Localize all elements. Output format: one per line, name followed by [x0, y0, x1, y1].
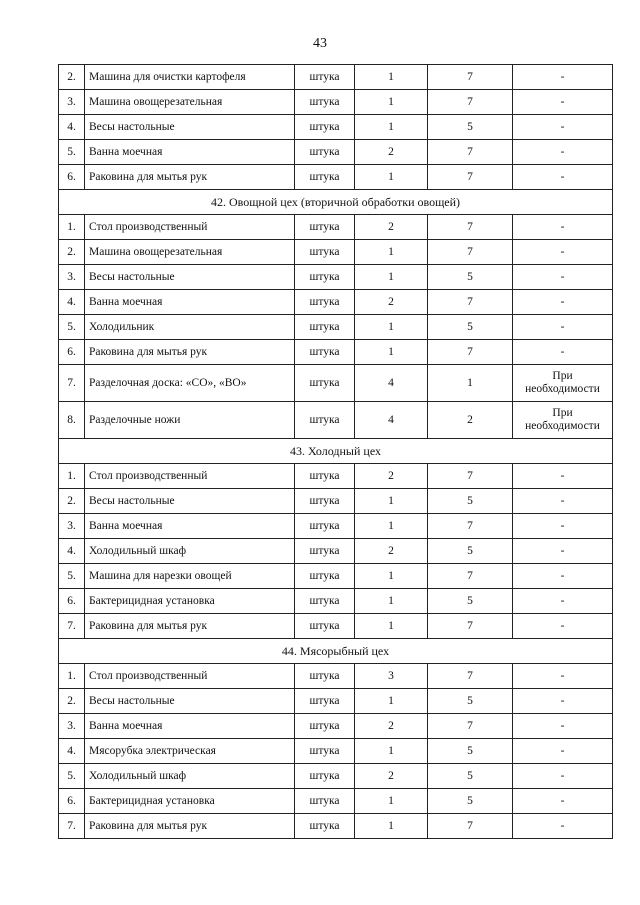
item-unit: штука: [295, 140, 355, 165]
item-note: -: [513, 664, 613, 689]
item-name: Холодильный шкаф: [85, 539, 295, 564]
item-unit: штука: [295, 340, 355, 365]
equipment-table: [58, 64, 613, 839]
item-service-life: 7: [428, 714, 513, 739]
item-service-life: 7: [428, 614, 513, 639]
section-header-row: [59, 639, 613, 664]
item-name: Мясорубка электрическая: [85, 739, 295, 764]
section-title: 42. Овощной цех (вторичной обработки овощей): [59, 190, 613, 215]
item-unit: штука: [295, 265, 355, 290]
item-name: Ванна моечная: [85, 290, 295, 315]
item-quantity: 3: [355, 664, 428, 689]
item-service-life: 2: [428, 402, 513, 439]
item-name: Холодильный шкаф: [85, 764, 295, 789]
row-number: 5.: [59, 140, 85, 165]
item-unit: штука: [295, 65, 355, 90]
table-row: [59, 90, 613, 115]
item-service-life: 7: [428, 464, 513, 489]
item-note: -: [513, 539, 613, 564]
item-name: Весы настольные: [85, 265, 295, 290]
item-note: -: [513, 789, 613, 814]
row-number: 5.: [59, 764, 85, 789]
row-number: 1.: [59, 464, 85, 489]
table-row: [59, 514, 613, 539]
table-row: [59, 65, 613, 90]
table-row: [59, 539, 613, 564]
item-quantity: 2: [355, 539, 428, 564]
table-row: [59, 165, 613, 190]
item-name: Ванна моечная: [85, 714, 295, 739]
item-service-life: 5: [428, 489, 513, 514]
item-service-life: 7: [428, 65, 513, 90]
row-number: 1.: [59, 215, 85, 240]
item-service-life: 7: [428, 814, 513, 839]
item-quantity: 1: [355, 340, 428, 365]
item-quantity: 2: [355, 764, 428, 789]
section-header-row: [59, 190, 613, 215]
item-note: -: [513, 140, 613, 165]
item-service-life: 7: [428, 140, 513, 165]
row-number: 4.: [59, 290, 85, 315]
item-service-life: 7: [428, 340, 513, 365]
item-quantity: 2: [355, 464, 428, 489]
item-service-life: 5: [428, 789, 513, 814]
table-row: [59, 614, 613, 639]
item-service-life: 5: [428, 589, 513, 614]
item-service-life: 7: [428, 664, 513, 689]
item-note: -: [513, 215, 613, 240]
table-row: [59, 365, 613, 402]
table-row: [59, 764, 613, 789]
item-quantity: 2: [355, 215, 428, 240]
table-row: [59, 564, 613, 589]
item-service-life: 5: [428, 739, 513, 764]
item-unit: штука: [295, 464, 355, 489]
row-number: 3.: [59, 514, 85, 539]
item-name: Стол производственный: [85, 215, 295, 240]
item-note: При необходимости: [513, 402, 613, 439]
section-title: 44. Мясорыбный цех: [59, 639, 613, 664]
item-quantity: 1: [355, 614, 428, 639]
item-note: -: [513, 290, 613, 315]
item-note: -: [513, 589, 613, 614]
row-number: 3.: [59, 265, 85, 290]
item-unit: штука: [295, 539, 355, 564]
section-header-row: [59, 439, 613, 464]
item-name: Бактерицидная установка: [85, 589, 295, 614]
item-name: Машина овощерезательная: [85, 240, 295, 265]
item-service-life: 7: [428, 90, 513, 115]
row-number: 6.: [59, 340, 85, 365]
item-unit: штука: [295, 215, 355, 240]
item-name: Весы настольные: [85, 689, 295, 714]
item-name: Машина для очистки картофеля: [85, 65, 295, 90]
item-note: -: [513, 90, 613, 115]
item-note: -: [513, 764, 613, 789]
item-note: -: [513, 739, 613, 764]
item-quantity: 1: [355, 265, 428, 290]
item-note: -: [513, 165, 613, 190]
row-number: 2.: [59, 689, 85, 714]
item-note: -: [513, 564, 613, 589]
item-quantity: 1: [355, 165, 428, 190]
table-row: [59, 789, 613, 814]
table-row: [59, 240, 613, 265]
section-title: 43. Холодный цех: [59, 439, 613, 464]
item-note: -: [513, 714, 613, 739]
item-unit: штука: [295, 664, 355, 689]
item-service-life: 7: [428, 564, 513, 589]
row-number: 7.: [59, 365, 85, 402]
item-name: Разделочная доска: «СО», «ВО»: [85, 365, 295, 402]
item-service-life: 7: [428, 514, 513, 539]
item-unit: штука: [295, 115, 355, 140]
item-name: Раковина для мытья рук: [85, 614, 295, 639]
table-row: [59, 340, 613, 365]
item-name: Весы настольные: [85, 489, 295, 514]
item-note: -: [513, 315, 613, 340]
item-note: -: [513, 340, 613, 365]
item-unit: штука: [295, 365, 355, 402]
row-number: 6.: [59, 165, 85, 190]
row-number: 3.: [59, 90, 85, 115]
item-name: Весы настольные: [85, 115, 295, 140]
item-note: -: [513, 464, 613, 489]
item-unit: штука: [295, 290, 355, 315]
item-note: -: [513, 115, 613, 140]
item-service-life: 7: [428, 215, 513, 240]
item-name: Раковина для мытья рук: [85, 814, 295, 839]
item-name: Раковина для мытья рук: [85, 340, 295, 365]
table-row: [59, 215, 613, 240]
item-note: -: [513, 265, 613, 290]
item-unit: штука: [295, 814, 355, 839]
item-service-life: 5: [428, 265, 513, 290]
item-name: Бактерицидная установка: [85, 789, 295, 814]
item-service-life: 7: [428, 165, 513, 190]
item-quantity: 1: [355, 315, 428, 340]
item-service-life: 5: [428, 315, 513, 340]
item-quantity: 1: [355, 689, 428, 714]
table-row: [59, 739, 613, 764]
item-service-life: 1: [428, 365, 513, 402]
item-name: Машина овощерезательная: [85, 90, 295, 115]
item-quantity: 4: [355, 402, 428, 439]
item-service-life: 5: [428, 539, 513, 564]
item-quantity: 1: [355, 240, 428, 265]
item-name: Ванна моечная: [85, 514, 295, 539]
item-unit: штука: [295, 315, 355, 340]
table-row: [59, 464, 613, 489]
item-quantity: 1: [355, 589, 428, 614]
table-row: [59, 814, 613, 839]
table-body: [59, 65, 613, 839]
item-quantity: 1: [355, 489, 428, 514]
item-note: При необходимости: [513, 365, 613, 402]
table-row: [59, 290, 613, 315]
page-number: 43: [313, 36, 327, 51]
item-name: Машина для нарезки овощей: [85, 564, 295, 589]
item-quantity: 1: [355, 564, 428, 589]
item-unit: штука: [295, 614, 355, 639]
item-unit: штука: [295, 564, 355, 589]
row-number: 4.: [59, 739, 85, 764]
row-number: 8.: [59, 402, 85, 439]
row-number: 2.: [59, 65, 85, 90]
row-number: 1.: [59, 664, 85, 689]
table-row: [59, 589, 613, 614]
item-unit: штука: [295, 714, 355, 739]
item-quantity: 1: [355, 65, 428, 90]
row-number: 4.: [59, 115, 85, 140]
item-quantity: 1: [355, 90, 428, 115]
table-row: [59, 140, 613, 165]
item-unit: штука: [295, 739, 355, 764]
item-note: -: [513, 489, 613, 514]
row-number: 5.: [59, 315, 85, 340]
item-quantity: 2: [355, 714, 428, 739]
item-name: Стол производственный: [85, 464, 295, 489]
item-unit: штука: [295, 402, 355, 439]
item-quantity: 2: [355, 290, 428, 315]
table-row: [59, 315, 613, 340]
item-unit: штука: [295, 764, 355, 789]
item-unit: штука: [295, 489, 355, 514]
row-number: 2.: [59, 489, 85, 514]
item-note: -: [513, 514, 613, 539]
item-service-life: 7: [428, 290, 513, 315]
table-row: [59, 664, 613, 689]
row-number: 4.: [59, 539, 85, 564]
row-number: 5.: [59, 564, 85, 589]
table-row: [59, 115, 613, 140]
item-quantity: 1: [355, 115, 428, 140]
item-unit: штука: [295, 689, 355, 714]
table-row: [59, 402, 613, 439]
row-number: 3.: [59, 714, 85, 739]
row-number: 6.: [59, 789, 85, 814]
row-number: 7.: [59, 614, 85, 639]
item-name: Разделочные ножи: [85, 402, 295, 439]
item-unit: штука: [295, 165, 355, 190]
item-service-life: 7: [428, 240, 513, 265]
item-service-life: 5: [428, 115, 513, 140]
item-unit: штука: [295, 240, 355, 265]
item-note: -: [513, 689, 613, 714]
item-quantity: 1: [355, 514, 428, 539]
item-unit: штука: [295, 514, 355, 539]
item-quantity: 1: [355, 814, 428, 839]
item-unit: штука: [295, 90, 355, 115]
item-note: -: [513, 65, 613, 90]
item-quantity: 2: [355, 140, 428, 165]
item-name: Ванна моечная: [85, 140, 295, 165]
row-number: 7.: [59, 814, 85, 839]
row-number: 2.: [59, 240, 85, 265]
item-unit: штука: [295, 789, 355, 814]
item-unit: штука: [295, 589, 355, 614]
row-number: 6.: [59, 589, 85, 614]
item-note: -: [513, 614, 613, 639]
item-name: Холодильник: [85, 315, 295, 340]
item-quantity: 1: [355, 739, 428, 764]
item-name: Стол производственный: [85, 664, 295, 689]
item-note: -: [513, 814, 613, 839]
item-quantity: 4: [355, 365, 428, 402]
table-row: [59, 689, 613, 714]
item-name: Раковина для мытья рук: [85, 165, 295, 190]
table-row: [59, 489, 613, 514]
item-quantity: 1: [355, 789, 428, 814]
table-row: [59, 714, 613, 739]
item-service-life: 5: [428, 689, 513, 714]
table-row: [59, 265, 613, 290]
item-service-life: 5: [428, 764, 513, 789]
item-note: -: [513, 240, 613, 265]
